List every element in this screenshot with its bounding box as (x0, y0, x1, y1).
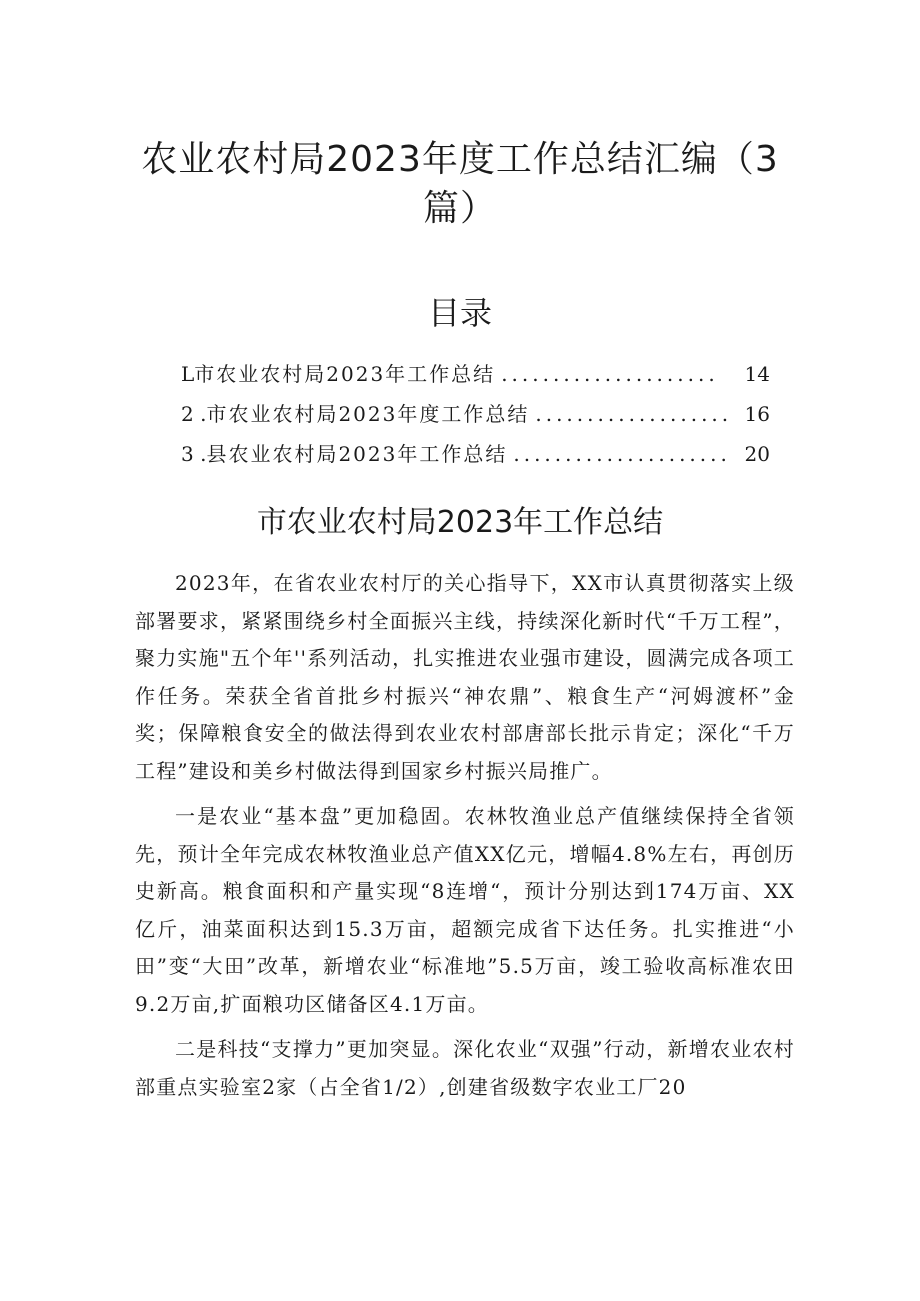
table-of-contents (181, 358, 770, 478)
toc-entry-1[interactable] (181, 358, 770, 398)
body-paragraph-3: 二是科技“支撑力”更加突显。深化农业“双强”行动，新增农业农村部重点实验室2家（占全省1/2）,创建省级数字农业工厂20 (135, 1037, 795, 1099)
toc-entry-label: 市农业农村局2023年度工作总结 (206, 402, 530, 426)
toc-leader-dots: ..................... (513, 442, 731, 466)
toc-entry-3[interactable] (181, 438, 770, 478)
section-title: 市农业农村局2023年工作总结 (256, 505, 664, 540)
body-paragraph-2: 一是农业“基本盘”更加稳固。农林牧渔业总产值继续保持全省领先，预计全年完成农林牧渔业总产值XX亿元，增幅4.8%左右，再创历史新高。粮食面积和产量实现“8连增“，预计分别达到174万亩、XX亿斤，油菜面积达到15.3万亩，超额完成省下达任务。扎实推进“小田”变“大田”改革，新增农业“标准地”5.5万亩，竣工验收高标准农田9.2万亩,扩面粮功区储备区4.1万亩。 (135, 804, 795, 1016)
document-title-line-1: 农业农村局2023年度工作总结汇编（3 (141, 139, 779, 180)
toc-entry-number: 2 . (181, 402, 207, 426)
toc-leader-dots: ................... (535, 402, 733, 426)
toc-entry-label: 县农业农村局2023年工作总结 (206, 442, 508, 466)
toc-entry-page: 20 (744, 442, 770, 466)
document-title-line-2: 篇） (422, 188, 497, 229)
toc-entry-page: 14 (744, 362, 770, 386)
toc-leader-dots: ..................... (501, 362, 719, 386)
toc-entry-number: L (181, 362, 195, 386)
toc-entry-2[interactable] (181, 398, 770, 438)
section-body (135, 565, 795, 1114)
toc-entry-number: 3 . (181, 442, 207, 466)
toc-heading: 目录 (427, 294, 492, 332)
toc-entry-page: 16 (744, 402, 770, 426)
body-paragraph-1: 2023年，在省农业农村厅的关心指导下，XX市认真贯彻落实上级部署要求，紧紧围绕乡村全面振兴主线，持续深化新时代“千万工程”，聚力实施"五个年''系列活动，扎实推进农业强市建设，圆满完成各项工作任务。荣获全省首批乡村振兴“神农鼎”、粮食生产“河姆渡杯”金奖；保障粮食安全的做法得到农业农村部唐部长批示肯定；深化“千万工程”建设和美乡村做法得到国家乡村振兴局推广。 (135, 571, 795, 783)
toc-entry-label: 市农业农村局2023年工作总结 (194, 362, 496, 386)
